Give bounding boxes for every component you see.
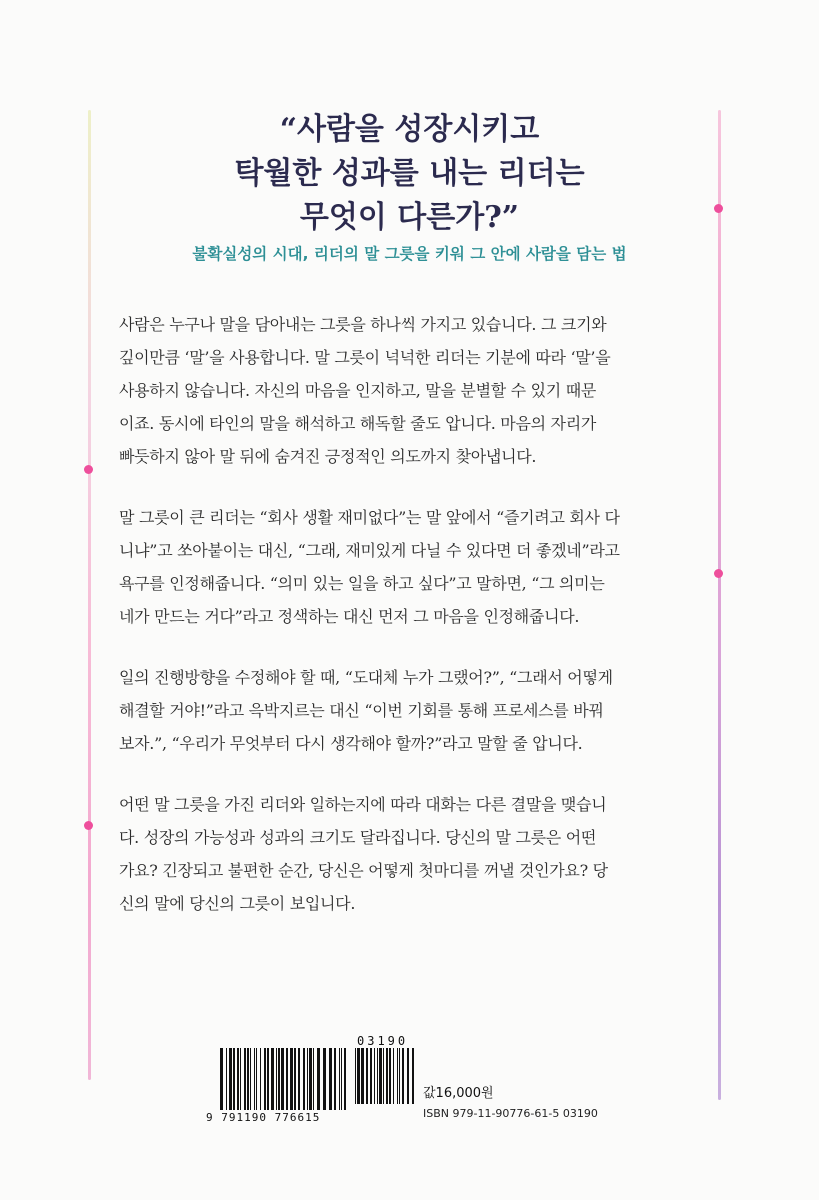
left-accent-dot bbox=[84, 465, 93, 474]
barcode-stripe bbox=[256, 1048, 257, 1110]
body-line: 사람은 누구나 말을 담아내는 그릇을 하나씩 가지고 있습니다. 그 크기와 bbox=[119, 315, 607, 334]
headline-line: 무엇이 다른가?” bbox=[299, 200, 520, 235]
headline-quote bbox=[150, 108, 669, 240]
isbn-label: ISBN 979-11-90776-61-5 03190 bbox=[423, 1107, 598, 1120]
body-line: 네가 만드는 거다”라고 정색하는 대신 먼저 그 마음을 인정해줍니다. bbox=[119, 607, 580, 626]
body-line: 욕구를 인정해줍니다. “의미 있는 일을 하고 싶다”고 말하면, “그 의미는 bbox=[119, 574, 605, 593]
barcode-stripe bbox=[290, 1048, 293, 1110]
body-line: 니냐”고 쏘아붙이는 대신, “그래, 재미있게 다닐 수 있다면 더 좋겠네”라고 bbox=[119, 541, 620, 560]
barcode-stripe bbox=[276, 1048, 277, 1110]
body-line: 가요? 긴장되고 불편한 순간, 당신은 어떻게 첫마디를 꺼낼 것인가요? 당 bbox=[119, 861, 608, 880]
paragraph bbox=[119, 661, 700, 760]
body-line: 보자.”, “우리가 무엇부터 다시 생각해야 할까?”라고 말할 줄 압니다. bbox=[119, 734, 583, 753]
barcode-stripe bbox=[317, 1048, 320, 1110]
body-line: 해결할 거야!”라고 윽박지르는 대신 “이번 기회를 통해 프로세스를 바꿔 bbox=[119, 701, 604, 720]
barcode-stripe bbox=[341, 1048, 342, 1110]
barcode-stripe bbox=[402, 1048, 404, 1104]
body-line: 이죠. 동시에 타인의 말을 해석하고 해독할 줄도 압니다. 마음의 자리가 bbox=[119, 414, 597, 433]
barcode-stripe bbox=[233, 1048, 235, 1110]
right-decorative-bar bbox=[718, 110, 721, 1100]
barcode-stripe bbox=[244, 1048, 246, 1110]
price-label: 값16,000원 bbox=[423, 1086, 494, 1101]
addon-barcode-number: 03190 bbox=[357, 1034, 409, 1048]
barcode-stripe bbox=[294, 1048, 296, 1110]
barcode-digits: 9 791190 776615 bbox=[206, 1111, 321, 1124]
barcode-stripe bbox=[254, 1048, 255, 1110]
paragraph bbox=[119, 308, 700, 473]
barcode-stripe bbox=[313, 1048, 314, 1110]
subheadline: 불확실성의 시대, 리더의 말 그릇을 키워 그 안에 사람을 담는 법 bbox=[192, 245, 627, 263]
paragraph bbox=[119, 501, 700, 633]
left-decorative-bar bbox=[88, 110, 91, 1080]
barcode-stripe bbox=[386, 1048, 388, 1104]
paragraph bbox=[119, 788, 700, 920]
barcode-stripe bbox=[383, 1048, 384, 1104]
right-accent-dot bbox=[714, 204, 723, 213]
body-line: 신의 말에 당신의 그릇이 보입니다. bbox=[119, 894, 356, 913]
barcode-stripe bbox=[377, 1048, 378, 1104]
barcode-stripe bbox=[379, 1048, 382, 1104]
headline-line: “사람을 성장시키고 bbox=[279, 112, 540, 147]
barcode-stripe bbox=[286, 1048, 288, 1110]
barcode-stripe bbox=[220, 1048, 223, 1110]
barcode-stripe bbox=[357, 1048, 360, 1104]
body-line: 사용하지 않습니다. 자신의 마음을 인지하고, 말을 분별할 수 있기 때문 bbox=[119, 381, 597, 400]
barcode-stripe bbox=[264, 1048, 266, 1110]
barcode-stripe bbox=[303, 1048, 305, 1110]
barcode-stripe bbox=[397, 1048, 398, 1104]
right-accent-dot bbox=[714, 569, 723, 578]
barcode-stripe bbox=[399, 1048, 400, 1104]
barcode-stripe bbox=[393, 1048, 394, 1104]
body-text bbox=[119, 308, 700, 948]
barcode-stripe bbox=[412, 1048, 414, 1104]
barcode-stripe bbox=[407, 1048, 409, 1104]
barcode-stripe bbox=[329, 1048, 332, 1110]
barcode-stripe bbox=[267, 1048, 269, 1110]
barcode-stripe bbox=[247, 1048, 249, 1110]
barcode-stripe bbox=[229, 1048, 232, 1110]
body-line: 어떤 말 그릇을 가진 리더와 일하는지에 따라 대화는 다른 결말을 맺습니 bbox=[119, 795, 607, 814]
barcode-stripe bbox=[355, 1048, 356, 1104]
barcode-stripe bbox=[339, 1048, 340, 1110]
barcode-stripe bbox=[281, 1048, 284, 1110]
barcode-stripe bbox=[309, 1048, 312, 1110]
barcode-stripe bbox=[361, 1048, 364, 1104]
barcode-stripe bbox=[323, 1048, 326, 1110]
barcode-stripe bbox=[370, 1048, 372, 1104]
barcode-stripe bbox=[344, 1048, 346, 1110]
barcode-stripe bbox=[240, 1048, 241, 1110]
barcode-stripe bbox=[298, 1048, 300, 1110]
barcode-stripe bbox=[271, 1048, 274, 1110]
barcode-stripe bbox=[237, 1048, 239, 1110]
barcode-stripe bbox=[334, 1048, 336, 1110]
body-line: 빠듯하지 않아 말 뒤에 숨겨진 긍정적인 의도까지 찾아냅니다. bbox=[119, 447, 537, 466]
barcode-stripe bbox=[389, 1048, 391, 1104]
left-accent-dot bbox=[84, 821, 93, 830]
barcode-stripe bbox=[366, 1048, 368, 1104]
barcode-stripe bbox=[278, 1048, 280, 1110]
addon-barcode bbox=[355, 1048, 415, 1104]
headline-line: 탁월한 성과를 내는 리더는 bbox=[234, 156, 585, 191]
body-line: 깊이만큼 ‘말’을 사용합니다. 말 그릇이 넉넉한 리더는 기분에 따라 ‘말’을 bbox=[119, 348, 611, 367]
barcode-stripe bbox=[307, 1048, 308, 1110]
barcode-stripe bbox=[226, 1048, 227, 1110]
body-line: 다. 성장의 가능성과 성과의 크기도 달라집니다. 당신의 말 그릇은 어떤 bbox=[119, 828, 597, 847]
body-line: 말 그릇이 큰 리더는 “회사 생활 재미없다”는 말 앞에서 “즐기려고 회사 다 bbox=[119, 508, 620, 527]
barcode-stripe bbox=[250, 1048, 251, 1110]
body-line: 일의 진행방향을 수정해야 할 때, “도대체 누가 그랬어?”, “그래서 어떻게 bbox=[119, 668, 613, 687]
barcode-stripe bbox=[374, 1048, 375, 1104]
barcode-stripe bbox=[260, 1048, 261, 1110]
isbn-barcode bbox=[220, 1048, 348, 1110]
